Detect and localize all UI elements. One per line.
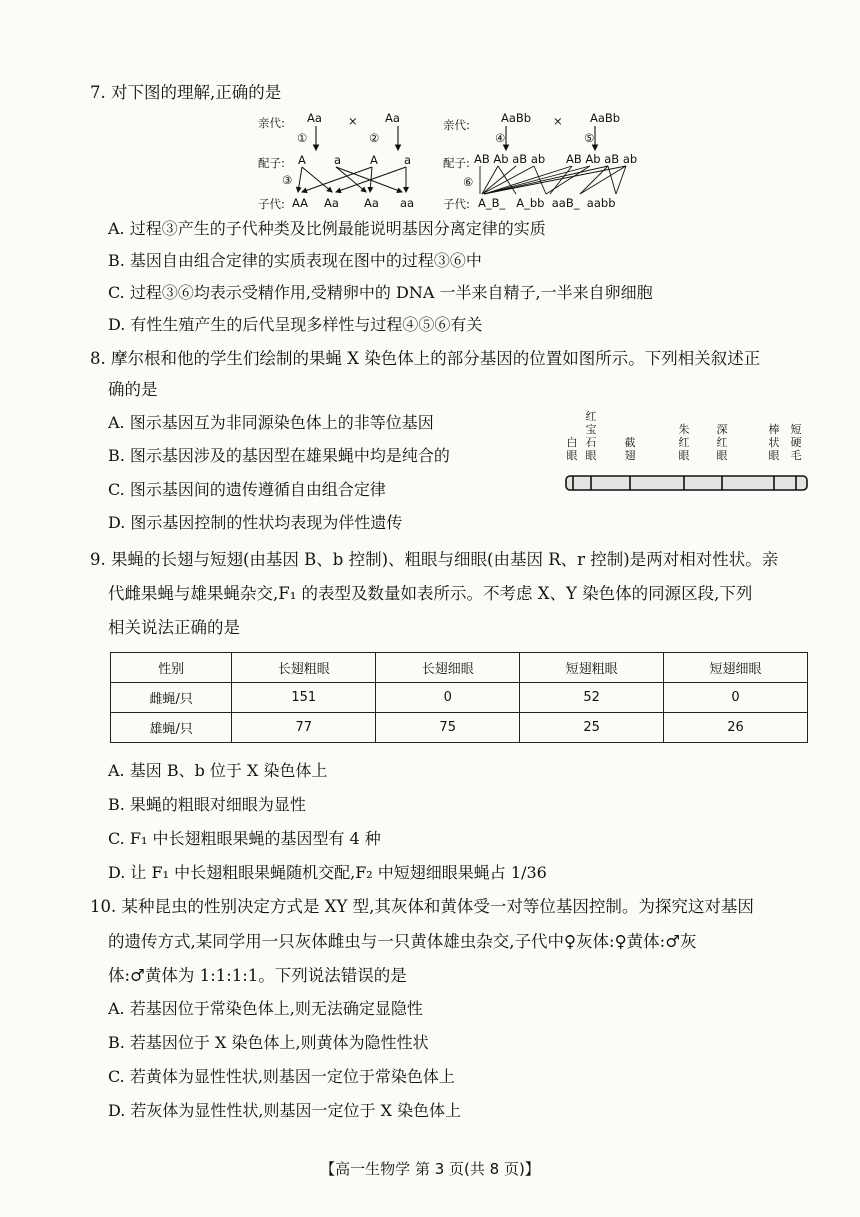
q9-option-a: A. 基因 B、b 位于 X 染色体上 xyxy=(108,761,328,780)
q7-right-arrows xyxy=(440,110,660,205)
q7-option-c: C. 过程③⑥均表示受精作用,受精卵中的 DNA 一半来自精子,一半来自卵细胞 xyxy=(108,283,653,302)
q10-option-b: B. 若基因位于 X 染色体上,则黄体为隐性性状 xyxy=(108,1033,429,1052)
q9-option-d: D. 让 F₁ 中长翅粗眼果蝇随机交配,F₂ 中短翅细眼果蝇占 1/36 xyxy=(108,863,547,882)
offspring: Aa xyxy=(324,196,339,210)
gene-label: 红宝石眼 xyxy=(585,410,597,462)
table-cell: 26 xyxy=(664,713,808,743)
table-cell: 52 xyxy=(520,683,664,713)
offspring: aa xyxy=(400,196,415,210)
chromosome-bar xyxy=(565,474,810,494)
parent-label: 亲代: xyxy=(258,116,285,130)
q7-option-b: B. 基因自由组合定律的实质表现在图中的过程③⑥中 xyxy=(108,251,482,270)
parent-label: 亲代: xyxy=(443,118,470,132)
table-header: 长翅细眼 xyxy=(376,653,520,683)
table-cell: 151 xyxy=(232,683,376,713)
q9-table xyxy=(110,652,808,743)
process-2: ② xyxy=(369,131,380,145)
table-header: 短翅细眼 xyxy=(664,653,808,683)
q9-option-b: B. 果蝇的粗眼对细眼为显性 xyxy=(108,795,306,814)
offspring-label: 子代: xyxy=(258,197,285,211)
cross-sign: × xyxy=(348,114,358,128)
gene-label: 朱红眼 xyxy=(678,423,690,462)
process-6: ⑥ xyxy=(463,175,474,189)
gamete-label: 配子: xyxy=(443,156,470,170)
q7-option-a: A. 过程③产生的子代种类及比例最能说明基因分离定律的实质 xyxy=(108,219,546,238)
parent-2: Aa xyxy=(385,111,400,125)
table-cell: 雌蝇/只 xyxy=(111,683,232,713)
gene-label: 白眼 xyxy=(566,436,578,462)
parent-1: Aa xyxy=(307,111,322,125)
q8-option-a: A. 图示基因互为非同源染色体上的非等位基因 xyxy=(108,413,434,432)
process-3: ③ xyxy=(282,173,293,187)
gamete: a xyxy=(404,153,412,167)
table-header-row xyxy=(111,653,808,683)
q10-option-c: C. 若黄体为显性性状,则基因一定位于常染色体上 xyxy=(108,1067,455,1086)
gametes-parent-1: AB Ab aB ab xyxy=(474,152,546,166)
offspring: A_B_ A_bb aaB_ aabb xyxy=(478,196,616,210)
process-1: ① xyxy=(297,131,308,145)
q9-stem-line-3: 相关说法正确的是 xyxy=(108,618,240,637)
q10-option-a: A. 若基因位于常染色体上,则无法确定显隐性 xyxy=(108,999,423,1018)
gamete: A xyxy=(298,153,306,167)
offspring-label: 子代: xyxy=(443,197,470,211)
table-header: 短翅粗眼 xyxy=(520,653,664,683)
q10-stem-line-1: 10. 某种昆虫的性别决定方式是 XY 型,其灰体和黄体受一对等位基因控制。为探究这对基因 xyxy=(90,897,754,916)
cross-sign: × xyxy=(553,114,563,128)
table-cell: 77 xyxy=(232,713,376,743)
q7-option-d: D. 有性生殖产生的后代呈现多样性与过程④⑤⑥有关 xyxy=(108,315,483,334)
q8-stem-line-2: 确的是 xyxy=(108,380,158,399)
table-header: 长翅粗眼 xyxy=(232,653,376,683)
q8-option-b: B. 图示基因涉及的基因型在雄果蝇中均是纯合的 xyxy=(108,446,450,465)
q8-stem-line-1: 8. 摩尔根和他的学生们绘制的果蝇 X 染色体上的部分基因的位置如图所示。下列相关叙述正 xyxy=(90,349,761,368)
q9-stem-line-1: 9. 果蝇的长翅与短翅(由基因 B、b 控制)、粗眼与细眼(由基因 R、r 控制)是两对相对性状。亲 xyxy=(90,550,779,569)
table-header: 性别 xyxy=(111,653,232,683)
table-row xyxy=(111,713,808,743)
offspring: Aa xyxy=(364,196,379,210)
process-5: ⑤ xyxy=(584,131,595,145)
q9-stem-line-2: 代雌果蝇与雄果蝇杂交,F₁ 的表型及数量如表所示。不考虑 X、Y 染色体的同源区段,下列 xyxy=(108,584,753,603)
gamete: a xyxy=(334,153,342,167)
gene-label: 截翅 xyxy=(624,436,636,462)
table-row xyxy=(111,683,808,713)
q8-option-d: D. 图示基因控制的性状均表现为伴性遗传 xyxy=(108,513,403,532)
process-4: ④ xyxy=(495,131,506,145)
gametes-parent-2: AB Ab aB ab xyxy=(566,152,638,166)
parent-2: AaBb xyxy=(590,111,621,125)
q8-option-c: C. 图示基因间的遗传遵循自由组合定律 xyxy=(108,480,386,499)
q7-left-arrows xyxy=(250,110,430,200)
table-cell: 25 xyxy=(520,713,664,743)
q9-option-c: C. F₁ 中长翅粗眼果蝇的基因型有 4 种 xyxy=(108,829,381,848)
gene-label: 短硬毛 xyxy=(790,423,802,462)
gamete: A xyxy=(370,153,378,167)
table-cell: 75 xyxy=(376,713,520,743)
gene-label: 棒状眼 xyxy=(768,423,780,462)
offspring: AA xyxy=(292,196,309,210)
q7-stem: 7. 对下图的理解,正确的是 xyxy=(90,83,282,102)
q10-stem-line-2: 的遗传方式,某同学用一只灰体雌虫与一只黄体雄虫杂交,子代中♀灰体:♀黄体:♂灰 xyxy=(108,932,697,951)
q10-option-d: D. 若灰体为显性性状,则基因一定位于 X 染色体上 xyxy=(108,1101,462,1120)
table-cell: 0 xyxy=(376,683,520,713)
page-footer: 【高一生物学 第 3 页(共 8 页)】 xyxy=(320,1160,540,1178)
gamete-label: 配子: xyxy=(258,156,285,170)
parent-1: AaBb xyxy=(501,111,532,125)
table-cell: 雄蝇/只 xyxy=(111,713,232,743)
gene-label: 深红眼 xyxy=(716,423,728,462)
q10-stem-line-3: 体:♂黄体为 1:1:1:1。下列说法错误的是 xyxy=(108,966,407,985)
table-cell: 0 xyxy=(664,683,808,713)
